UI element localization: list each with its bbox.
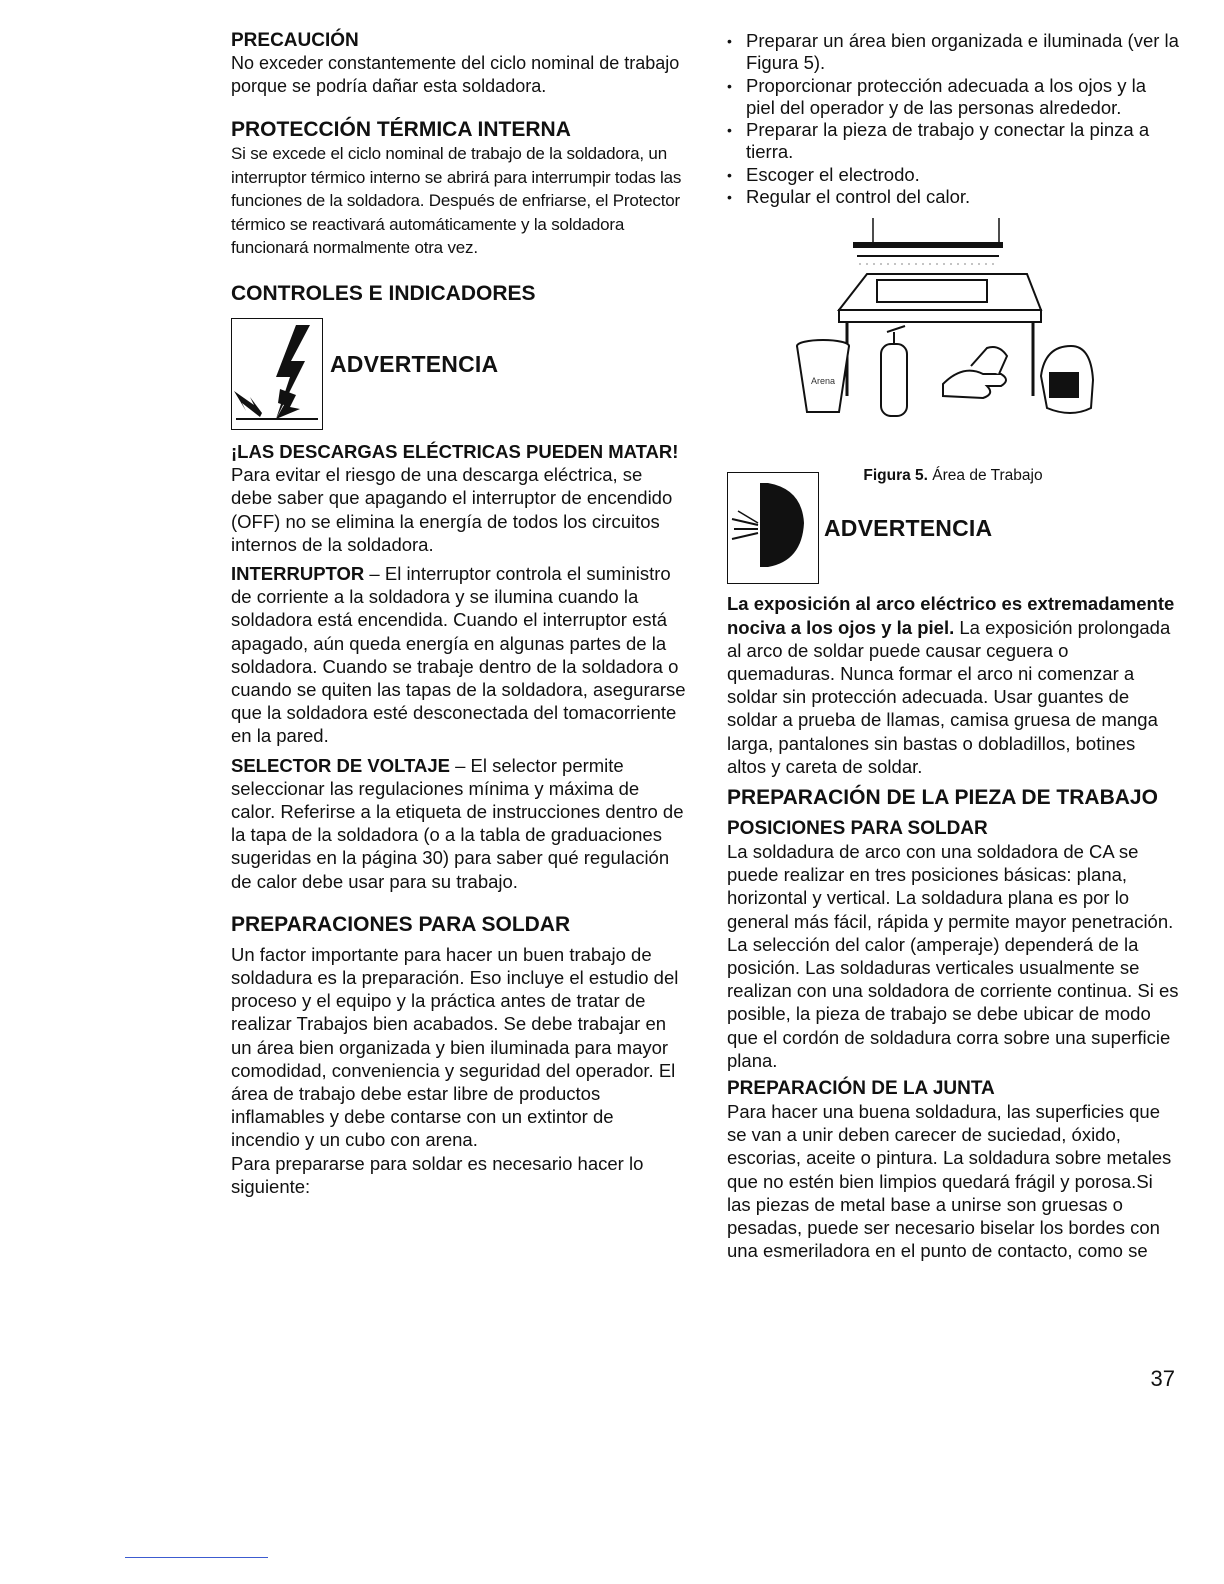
selector-paragraph xyxy=(231,754,686,893)
preparaciones-text-2: Para prepararse para soldar es necesario hacer lo siguiente: xyxy=(231,1152,644,1197)
junta-text: Para hacer una buena soldadura, las superficies que se van a unir deben carecer de suciedad, óxido, escorias, aceite o pintura. La soldadura sobre metales que no estén bien limpios quedará frágil y porosa.Si las piezas de metal base a unirse son gruesas o pesadas, puede ser necesario biselar los bordes con una esmeriladora en el punto de contacto, como se xyxy=(727,1101,1172,1262)
controles-section xyxy=(231,282,686,893)
interruptor-paragraph xyxy=(231,562,686,748)
interruptor-text: – El interruptor controla el suministro de corriente a la soldadora y se ilumina cuando la soldadora está encendida. Cuando el interruptor está apagado, aún queda energía en algunas partes de la soldadora. Cuando se trabaje dentro de la soldadora o cuando se quiten las tapas de la soldadora, asegurarse que la soldadora esté desconectada del tomacorriente en la pared. xyxy=(231,562,686,747)
proteccion-text: Si se excede el ciclo nominal de trabajo de la soldadora, un interruptor térmico interno se abrirá para interrumpir todas las funciones de la soldadora. Después de enfriarse, el Protector térmico se reactivará automáticamente y la soldadora funcionará normalmente otra vez. xyxy=(231,144,682,258)
shock-lead: ¡LAS DESCARGAS ELÉCTRICAS PUEDEN MATAR! xyxy=(231,440,679,462)
proteccion-heading: PROTECCIÓN TÉRMICA INTERNA xyxy=(231,118,571,141)
selector-text: – El selector permite seleccionar las regulaciones mínima y máxima de calor. Referirse a la etiqueta de instrucciones dentro de la tapa de la soldadora (o a la tabla de graduaciones sugeridas en la página 30) para saber qué regulación de calor debe usar para su trabajo. xyxy=(231,754,684,892)
arc-warning-banner xyxy=(727,472,1179,584)
precaucion-heading: PRECAUCIÓN xyxy=(231,30,359,51)
electric-shock-icon xyxy=(231,318,323,430)
selector-lead: SELECTOR DE VOLTAJE xyxy=(231,754,450,776)
sand-bucket-icon xyxy=(797,340,849,412)
lamp-icon xyxy=(853,218,1003,264)
list-item: • Regular el control del calor. xyxy=(727,186,1179,208)
preparaciones-heading: PREPARACIONES PARA SOLDAR xyxy=(231,912,571,936)
figure-caption-bold: Figura 5. xyxy=(863,467,928,485)
welding-helmet-icon xyxy=(1041,346,1093,413)
preparacion-pieza-heading: PREPARACIÓN DE LA PIEZA DE TRABAJO xyxy=(727,786,1158,809)
preparaciones-text-1: Un factor importante para hacer un buen trabajo de soldadura es la preparación. Eso incluye el estudio del proceso y el equipo y la práctica antes de tratar de realizar Trabajos bien acabados. Se debe trabajar en un área bien organizada y bien iluminada para mayor comodidad, conveniencia y seguridad del operador. El área de trabajo debe estar libre de productos inflamables y debe contarse con un extintor de incendio y un cubo con arena. xyxy=(231,943,679,1151)
list-item: • Preparar la pieza de trabajo y conectar la pinza a tierra. xyxy=(727,119,1179,164)
list-item: • Escoger el electrodo. xyxy=(727,164,1179,186)
welding-gloves-icon xyxy=(943,347,1007,398)
precaucion-text: No exceder constantemente del ciclo nominal de trabajo porque se podría dañar esta soldadora. xyxy=(231,53,680,96)
page-number: 37 xyxy=(1150,1366,1175,1391)
left-column xyxy=(231,30,686,1198)
shock-paragraph xyxy=(231,440,686,556)
arc-ray-eye-icon xyxy=(727,472,819,584)
right-column xyxy=(727,30,1179,1262)
arc-warning-text: La exposición prolongada al arco de soldar puede causar ceguera o quemaduras. Nunca formar el arco ni comenzar a soldar sin protección adecuada. Usar guantes de soldar a prueba de llamas, camisa gruesa de manga larga, pantalones sin bastas o dobladillos, botines altos y careta de soldar. xyxy=(727,616,1171,777)
controles-heading: CONTROLES E INDICADORES xyxy=(231,281,536,305)
list-item: • Proporcionar protección adecuada a los ojos y la piel del operador y de las personas alrededor. xyxy=(727,75,1179,120)
interruptor-lead: INTERRUPTOR xyxy=(231,562,365,584)
workbench-icon xyxy=(839,274,1041,396)
work-area-illustration xyxy=(727,216,1179,456)
arc-warning-lead: La exposición al arco eléctrico es extremadamente nociva a los ojos y la piel. xyxy=(727,593,1175,638)
posiciones-text: La soldadura de arco con una soldadora de CA se puede realizar en tres posiciones básicas: plana, horizontal y vertical. La soldadura plana es por lo general más fácil, rápida y permite mayor penetración. La selección del calor (amperaje) dependerá de la posición. Las soldaduras verticales usualmente se realizan con una soldadora de corriente continua. Si es posible, la pieza de trabajo se debe ubicar de modo que el cordón de soldadura corra sobre una superficie plana. xyxy=(727,841,1179,1071)
fire-extinguisher-icon xyxy=(881,326,907,416)
work-area-figure xyxy=(727,216,1179,485)
footer-rule xyxy=(125,1557,268,1558)
precaucion-section xyxy=(231,30,686,98)
list-item: • Preparar un área bien organizada e iluminada (ver la Figura 5). xyxy=(727,30,1179,75)
proteccion-section xyxy=(231,118,686,260)
shock-warning-banner xyxy=(231,318,686,430)
arc-warning-paragraph xyxy=(727,592,1179,778)
preparacion-pieza-section xyxy=(727,786,1179,1262)
preparaciones-section xyxy=(231,913,686,1198)
posiciones-heading: POSICIONES PARA SOLDAR xyxy=(727,818,988,839)
junta-heading: PREPARACIÓN DE LA JUNTA xyxy=(727,1078,995,1100)
svg-text:Arena: Arena xyxy=(810,376,836,387)
preparation-steps-list xyxy=(727,30,1179,208)
shock-warning-label: ADVERTENCIA xyxy=(330,350,499,377)
arc-warning-label: ADVERTENCIA xyxy=(824,515,993,542)
shock-text: Para evitar el riesgo de una descarga eléctrica, se debe saber que apagando el interruptor de encendido (OFF) no se elimina la energía de todos los circuitos internos de la soldadora. xyxy=(231,464,673,555)
figure-caption-text: Área de Trabajo xyxy=(928,467,1043,485)
